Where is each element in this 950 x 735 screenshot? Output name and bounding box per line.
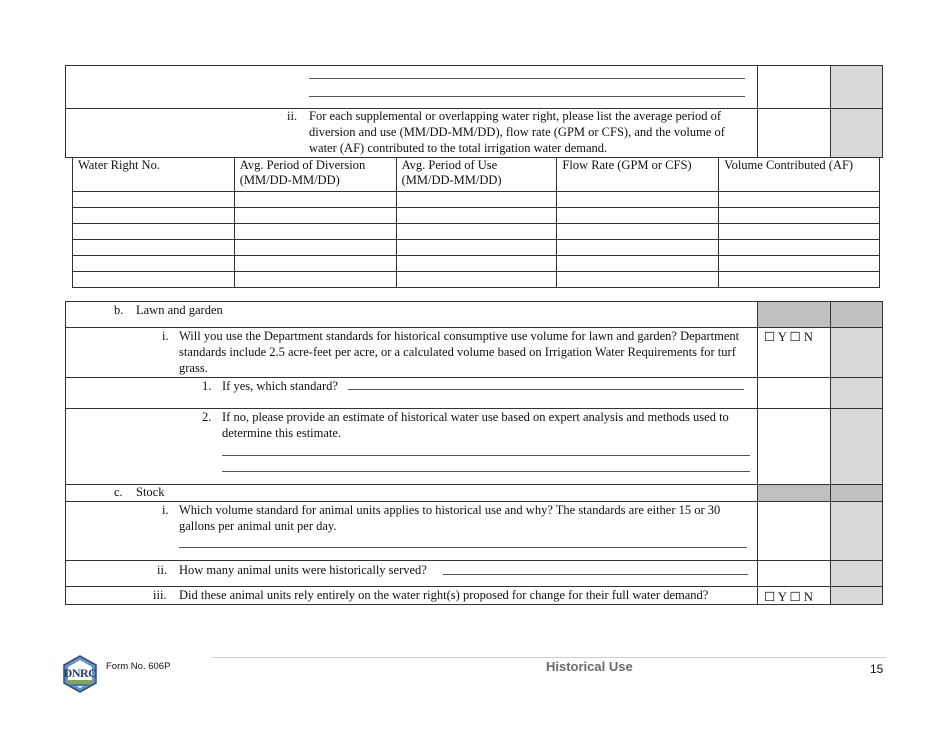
item-number: i. [162,503,169,517]
footer-rule [212,657,886,658]
row-a-answer-cell[interactable] [757,65,831,109]
logo-text: DNRC [63,666,97,680]
table-cell[interactable] [719,256,880,272]
footer-title: Historical Use [546,659,633,674]
table-cell[interactable] [557,240,719,256]
table-row [73,224,880,240]
col-header: Avg. Period of Diversion (MM/DD-MM/DD) [234,158,396,192]
col-header: Avg. Period of Use (MM/DD-MM/DD) [396,158,557,192]
dnrc-logo [61,655,99,693]
table-cell[interactable] [73,224,235,240]
question-text: For each supplemental or overlapping water right, please list the average period of diversion and use (MM/DD-MM/DD), flow rate (GPM or CFS), and the volume of water (AF) contributed to the total irrigation water demand. [309,109,725,155]
c-ii-answer-cell [757,560,831,587]
row-a-ii-office-cell [830,108,883,158]
table-cell[interactable] [557,208,719,224]
question-text: If yes, which standard? [222,379,338,393]
answer-line[interactable] [443,574,748,575]
table-row [73,256,880,272]
table-cell[interactable] [719,224,880,240]
col-header: Flow Rate (GPM or CFS) [557,158,719,192]
c-iii-office-cell [830,586,883,605]
section-b-header-office [830,301,883,328]
c-ii-office-cell [830,560,883,587]
row-a-ii-answer-cell[interactable] [757,108,831,158]
section-label: b. [114,303,124,317]
item-number: ii. [287,109,298,123]
table-cell[interactable] [557,224,719,240]
item-number: 1. [202,379,212,393]
table-cell[interactable] [234,240,396,256]
section-c-header-answer [757,484,831,502]
answer-line[interactable] [222,455,750,456]
table-cell[interactable] [234,208,396,224]
item-number: iii. [153,588,167,602]
page-number: 15 [870,662,884,676]
row-a-office-cell [830,65,883,109]
c-i-answer-cell [757,501,831,561]
table-cell[interactable] [396,208,557,224]
table-cell[interactable] [396,240,557,256]
b-1-row [65,377,758,409]
table-cell[interactable] [396,256,557,272]
col-header: Volume Contributed (AF) [719,158,880,192]
question-text: Will you use the Department standards for historical consumptive use volume for lawn and garden? Department standards include 2.5 acre-feet per acre, or a calculated volume based on Irrigation Water Requirements for turf grass. [179,329,740,375]
table-row [73,208,880,224]
table-row [73,192,880,208]
question-text: How many animal units were historically served? [179,563,427,577]
section-c-header-office [830,484,883,502]
answer-line[interactable] [348,389,744,390]
table-row [73,240,880,256]
item-number: i. [162,329,169,343]
form-number: Form No. 606P [106,661,171,672]
table-cell[interactable] [234,224,396,240]
section-title: Lawn and garden [136,303,223,317]
table-cell[interactable] [557,256,719,272]
c-i-office-cell [830,501,883,561]
answer-line[interactable] [309,96,745,97]
table-cell[interactable] [719,240,880,256]
table-cell[interactable] [234,272,396,288]
section-b-header-answer [757,301,831,328]
answer-line[interactable] [179,547,747,548]
question-text: If no, please provide an estimate of historical water use based on expert analysis and methods used to determine this estimate. [222,410,729,440]
table-cell[interactable] [557,192,719,208]
table-cell[interactable] [234,192,396,208]
table-cell[interactable] [396,272,557,288]
table-cell[interactable] [73,192,235,208]
answer-line[interactable] [309,78,745,79]
table-cell[interactable] [73,272,235,288]
table-cell[interactable] [557,272,719,288]
item-number: ii. [157,563,168,577]
b-2-answer-cell [757,408,831,485]
section-c-header [65,484,758,502]
yes-no-checkboxes[interactable]: ☐ Y ☐ N [764,590,813,604]
table-cell[interactable] [73,256,235,272]
table-cell[interactable] [73,240,235,256]
section-title: Stock [136,485,165,499]
water-right-table [72,157,880,288]
table-cell[interactable] [719,208,880,224]
table-cell[interactable] [719,272,880,288]
table-row [73,272,880,288]
question-text: Which volume standard for animal units applies to historical use and why? The standards are either 15 or 30 gallons per animal unit per day. [179,503,721,533]
table-cell[interactable] [396,224,557,240]
row-a-blank-lines [65,65,758,109]
table-cell[interactable] [73,208,235,224]
b-1-answer-cell [757,377,831,409]
table-cell[interactable] [396,192,557,208]
yes-no-checkboxes[interactable]: ☐ Y ☐ N [764,330,813,344]
b-2-office-cell [830,408,883,485]
question-text: Did these animal units rely entirely on the water right(s) proposed for change for their full water demand? [179,588,709,602]
table-cell[interactable] [234,256,396,272]
item-number: 2. [202,410,212,424]
b-i-office-cell [830,327,883,378]
b-1-office-cell [830,377,883,409]
section-label: c. [114,485,123,499]
col-header: Water Right No. [73,158,235,192]
answer-line[interactable] [222,471,750,472]
table-cell[interactable] [719,192,880,208]
